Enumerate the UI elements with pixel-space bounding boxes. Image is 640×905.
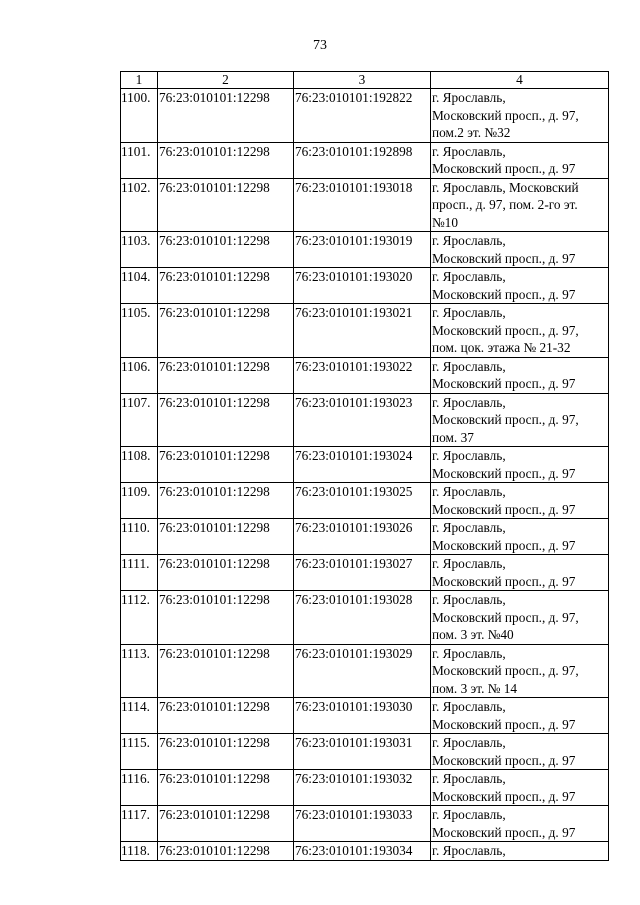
object-cadastral-number: 76:23:010101:193034: [294, 842, 431, 861]
object-cadastral-number: 76:23:010101:193019: [294, 232, 431, 268]
address-line: Московский просп., д. 97: [432, 752, 576, 768]
address-line: г. Ярославль,: [432, 269, 506, 284]
address-line: Московский просп., д. 97: [432, 250, 576, 266]
table-row: [121, 842, 609, 861]
object-cadastral-number: 76:23:010101:193031: [294, 734, 431, 770]
address-line: Московский просп., д. 97: [432, 537, 576, 553]
address-line: Московский просп., д. 97: [432, 286, 576, 302]
table-row: [121, 304, 609, 358]
parcel-cadastral-number: 76:23:010101:12298: [158, 806, 294, 842]
address-line: г. Ярославль,: [432, 484, 506, 499]
address-cell: [431, 734, 609, 770]
address-line: г. Ярославль,: [432, 448, 506, 463]
address-cell: [431, 842, 609, 861]
address-line: Московский просп., д. 97,: [432, 107, 579, 123]
table-row: [121, 698, 609, 734]
address-line: г. Ярославль,: [432, 143, 506, 159]
address-line: Московский просп., д. 97,: [432, 322, 579, 338]
address-line: Московский просп., д. 97,: [432, 412, 579, 427]
address-cell: [431, 357, 609, 393]
object-cadastral-number: 76:23:010101:192822: [294, 89, 431, 143]
row-number: 1117.: [121, 806, 158, 842]
address-line: Московский просп., д. 97: [432, 824, 576, 840]
object-cadastral-number: 76:23:010101:193022: [294, 357, 431, 393]
parcel-cadastral-number: 76:23:010101:12298: [158, 142, 294, 178]
row-number: 1114.: [121, 698, 158, 734]
address-line: Московский просп., д. 97: [432, 716, 576, 732]
address-cell: [431, 806, 609, 842]
column-header-4: 4: [431, 72, 609, 89]
address-line: №10: [432, 214, 458, 230]
table-row: [121, 268, 609, 304]
address-line: г. Ярославль,: [432, 771, 506, 786]
row-number: 1112.: [121, 591, 158, 645]
address-line: г. Ярославль,: [432, 645, 506, 661]
object-cadastral-number: 76:23:010101:193026: [294, 519, 431, 555]
address-cell: [431, 304, 609, 358]
row-number: 1118.: [121, 842, 158, 861]
row-number: 1100.: [121, 89, 158, 143]
column-header-3: 3: [294, 72, 431, 89]
parcel-cadastral-number: 76:23:010101:12298: [158, 644, 294, 698]
parcel-cadastral-number: 76:23:010101:12298: [158, 842, 294, 861]
parcel-cadastral-number: 76:23:010101:12298: [158, 89, 294, 143]
parcel-cadastral-number: 76:23:010101:12298: [158, 698, 294, 734]
table-row: [121, 734, 609, 770]
address-line: Московский просп., д. 97: [432, 788, 576, 804]
address-cell: [431, 89, 609, 143]
row-number: 1116.: [121, 770, 158, 806]
table-row: [121, 357, 609, 393]
object-cadastral-number: 76:23:010101:193018: [294, 178, 431, 232]
address-line: г. Ярославль,: [432, 843, 506, 858]
parcel-cadastral-number: 76:23:010101:12298: [158, 268, 294, 304]
header-row: [121, 72, 609, 89]
row-number: 1107.: [121, 393, 158, 447]
table-row: [121, 483, 609, 519]
object-cadastral-number: 76:23:010101:193028: [294, 591, 431, 645]
address-line: г. Ярославль,: [432, 394, 506, 410]
parcel-cadastral-number: 76:23:010101:12298: [158, 483, 294, 519]
row-number: 1108.: [121, 447, 158, 483]
object-cadastral-number: 76:23:010101:193025: [294, 483, 431, 519]
address-cell: [431, 555, 609, 591]
row-number: 1109.: [121, 483, 158, 519]
object-cadastral-number: 76:23:010101:193030: [294, 698, 431, 734]
row-number: 1111.: [121, 555, 158, 591]
table-row: [121, 232, 609, 268]
parcel-cadastral-number: 76:23:010101:12298: [158, 519, 294, 555]
row-number: 1101.: [121, 142, 158, 178]
address-line: Московский просп., д. 97,: [432, 663, 579, 678]
address-line: г. Ярославль,: [432, 305, 506, 320]
address-line: г. Ярославль,: [432, 592, 506, 607]
table-row: [121, 89, 609, 143]
object-cadastral-number: 76:23:010101:193024: [294, 447, 431, 483]
address-line: г. Ярославль,: [432, 233, 506, 248]
table-row: [121, 178, 609, 232]
table-row: [121, 142, 609, 178]
address-line: пом. цок. этажа № 21-32: [432, 340, 571, 355]
address-cell: [431, 483, 609, 519]
table-row: [121, 519, 609, 555]
table-row: [121, 806, 609, 842]
parcel-cadastral-number: 76:23:010101:12298: [158, 770, 294, 806]
object-cadastral-number: 76:23:010101:193032: [294, 770, 431, 806]
address-line: г. Ярославль,: [432, 699, 506, 714]
object-cadastral-number: 76:23:010101:193033: [294, 806, 431, 842]
address-cell: [431, 447, 609, 483]
table-row: [121, 591, 609, 645]
row-number: 1110.: [121, 519, 158, 555]
address-line: Московский просп., д. 97: [432, 465, 576, 481]
address-line: пом. 37: [432, 429, 474, 445]
address-line: пом. 3 эт. №40: [432, 627, 514, 642]
parcel-cadastral-number: 76:23:010101:12298: [158, 232, 294, 268]
address-line: г. Ярославль,: [432, 358, 506, 374]
parcel-cadastral-number: 76:23:010101:12298: [158, 555, 294, 591]
address-line: просп., д. 97, пом. 2-го эт.: [432, 197, 578, 212]
address-cell: [431, 142, 609, 178]
row-number: 1104.: [121, 268, 158, 304]
address-cell: [431, 644, 609, 698]
address-cell: [431, 232, 609, 268]
table-row: [121, 555, 609, 591]
address-line: г. Ярославль,: [432, 735, 506, 750]
row-number: 1105.: [121, 304, 158, 358]
address-line: Московский просп., д. 97: [432, 376, 576, 391]
address-cell: [431, 268, 609, 304]
object-cadastral-number: 76:23:010101:193021: [294, 304, 431, 358]
row-number: 1115.: [121, 734, 158, 770]
registry-table: [120, 71, 609, 861]
address-cell: [431, 393, 609, 447]
object-cadastral-number: 76:23:010101:193027: [294, 555, 431, 591]
row-number: 1102.: [121, 178, 158, 232]
table-row: [121, 393, 609, 447]
table-body: [121, 89, 609, 861]
table-row: [121, 644, 609, 698]
table-row: [121, 770, 609, 806]
parcel-cadastral-number: 76:23:010101:12298: [158, 178, 294, 232]
parcel-cadastral-number: 76:23:010101:12298: [158, 591, 294, 645]
parcel-cadastral-number: 76:23:010101:12298: [158, 357, 294, 393]
table-row: [121, 447, 609, 483]
row-number: 1113.: [121, 644, 158, 698]
object-cadastral-number: 76:23:010101:192898: [294, 142, 431, 178]
column-header-2: 2: [158, 72, 294, 89]
parcel-cadastral-number: 76:23:010101:12298: [158, 734, 294, 770]
object-cadastral-number: 76:23:010101:193023: [294, 393, 431, 447]
address-cell: [431, 178, 609, 232]
address-line: г. Ярославль,: [432, 520, 506, 535]
address-line: пом.2 эт. №32: [432, 125, 511, 140]
column-header-1: 1: [121, 72, 158, 89]
address-cell: [431, 770, 609, 806]
address-cell: [431, 519, 609, 555]
address-line: г. Ярославль,: [432, 807, 506, 822]
address-line: Московский просп., д. 97: [432, 573, 576, 589]
address-line: г. Ярославль,: [432, 90, 506, 105]
parcel-cadastral-number: 76:23:010101:12298: [158, 304, 294, 358]
address-line: пом. 3 эт. № 14: [432, 680, 518, 696]
table-header: [121, 72, 609, 89]
page-number: 73: [313, 38, 327, 53]
address-line: Московский просп., д. 97: [432, 501, 576, 517]
address-line: г. Ярославль,: [432, 556, 506, 571]
parcel-cadastral-number: 76:23:010101:12298: [158, 393, 294, 447]
address-cell: [431, 698, 609, 734]
object-cadastral-number: 76:23:010101:193029: [294, 644, 431, 698]
address-line: Московский просп., д. 97: [432, 161, 576, 176]
row-number: 1103.: [121, 232, 158, 268]
address-line: Московский просп., д. 97,: [432, 609, 579, 625]
object-cadastral-number: 76:23:010101:193020: [294, 268, 431, 304]
address-cell: [431, 591, 609, 645]
address-line: г. Ярославль, Московский: [432, 179, 579, 195]
parcel-cadastral-number: 76:23:010101:12298: [158, 447, 294, 483]
row-number: 1106.: [121, 357, 158, 393]
